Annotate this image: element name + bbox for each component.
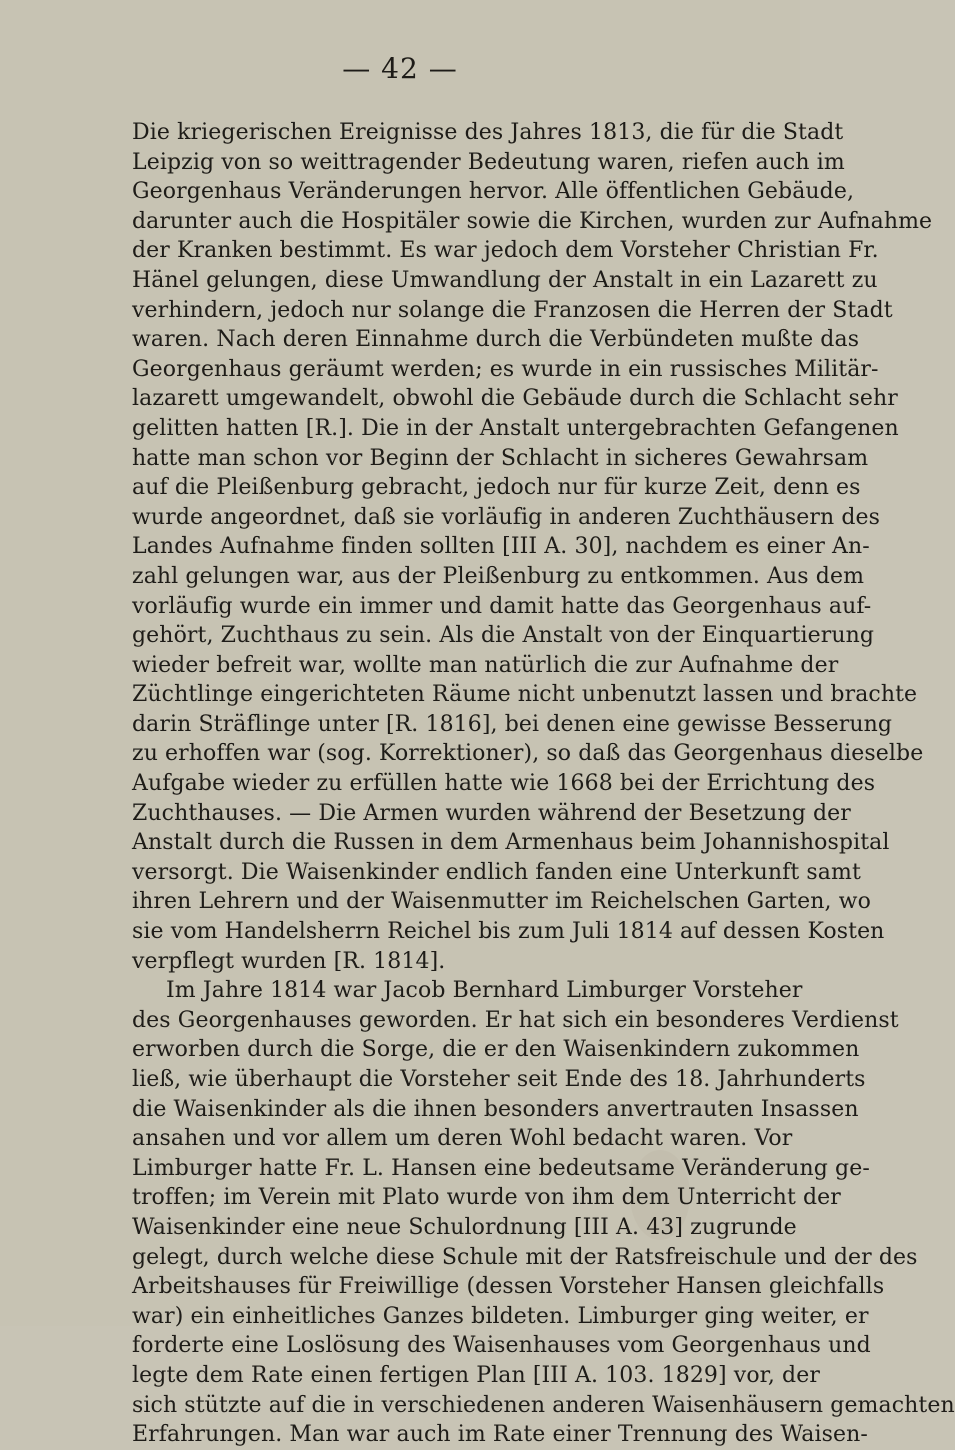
text-line: vorläufig wurde ein immer und damit hatte das Georgenhaus auf- bbox=[132, 593, 872, 619]
page-number: — 42 — bbox=[342, 52, 458, 85]
text-line: verhindern, jedoch nur solange die Franzosen die Herren der Stadt bbox=[132, 297, 893, 323]
text-line: waren. Nach deren Einnahme durch die Verbündeten mußte das bbox=[132, 327, 860, 353]
text-line: versorgt. Die Waisenkinder endlich fanden eine Unterkunft samt bbox=[132, 859, 861, 885]
text-line: des Georgenhauses geworden. Er hat sich ein besonderes Verdienst bbox=[132, 1007, 899, 1033]
text-line: darin Sträflinge unter [R. 1816], bei denen eine gewisse Besserung bbox=[132, 711, 893, 737]
text-line: forderte eine Loslösung des Waisenhauses vom Georgenhaus und bbox=[132, 1333, 871, 1359]
text-line: Aufgabe wieder zu erfüllen hatte wie 1668 bei der Errichtung des bbox=[132, 771, 876, 797]
text-line: legte dem Rate einen fertigen Plan [III A. 103. 1829] vor, der bbox=[132, 1362, 820, 1388]
text-line: gehört, Zuchthaus zu sein. Als die Anstalt von der Einquartierung bbox=[132, 623, 875, 649]
text-line: Im Jahre 1814 war Jacob Bernhard Limburger Vorsteher bbox=[166, 978, 803, 1004]
text-line: sie vom Handelsherrn Reichel bis zum Juli 1814 auf dessen Kosten bbox=[132, 919, 885, 945]
text-line: Limburger hatte Fr. L. Hansen eine bedeutsame Veränderung ge- bbox=[132, 1155, 870, 1181]
text-line: Züchtlinge eingerichteten Räume nicht unbenutzt lassen und brachte bbox=[132, 682, 918, 708]
text-line: Landes Aufnahme finden sollten [III A. 30], nachdem es einer An- bbox=[132, 534, 870, 560]
paragraph bbox=[132, 118, 933, 976]
text-line: hatte man schon vor Beginn der Schlacht in sicheres Gewahrsam bbox=[132, 445, 869, 471]
text-line: zu erhoffen war (sog. Korrektioner), so daß das Georgenhaus dieselbe bbox=[132, 741, 924, 767]
text-line: Georgenhaus Veränderungen hervor. Alle öffentlichen Gebäude, bbox=[132, 179, 855, 205]
text-line: Georgenhaus geräumt werden; es wurde in ein russisches Militär- bbox=[132, 356, 879, 382]
paragraph bbox=[132, 976, 955, 1450]
text-line: gelitten hatten [R.]. Die in der Anstalt untergebrachten Gefangenen bbox=[132, 415, 899, 441]
text-line: Waisenkinder eine neue Schulordnung [III A. 43] zugrunde bbox=[132, 1214, 797, 1240]
text-line: Die kriegerischen Ereignisse des Jahres 1813, die für die Stadt bbox=[132, 120, 844, 145]
text-line: ihren Lehrern und der Waisenmutter im Reichelschen Garten, wo bbox=[132, 889, 871, 915]
body-text bbox=[132, 118, 955, 1450]
text-line: Hänel gelungen, diese Umwandlung der Anstalt in ein Lazarett zu bbox=[132, 267, 878, 293]
text-line: wieder befreit war, wollte man natürlich die zur Aufnahme der bbox=[132, 652, 839, 678]
text-line: auf die Pleißenburg gebracht, jedoch nur für kurze Zeit, denn es bbox=[132, 475, 861, 501]
text-line: gelegt, durch welche diese Schule mit der Ratsfreischule und der des bbox=[132, 1244, 918, 1270]
text-line: der Kranken bestimmt. Es war jedoch dem Vorsteher Christian Fr. bbox=[132, 238, 879, 264]
text-line: troffen; im Verein mit Plato wurde von ihm dem Unterricht der bbox=[132, 1185, 841, 1211]
text-line: Anstalt durch die Russen in dem Armenhaus beim Johannishospital bbox=[132, 830, 890, 856]
text-line: Zuchthauses. — Die Armen wurden während der Besetzung der bbox=[132, 800, 851, 826]
text-line: ließ, wie überhaupt die Vorsteher seit Ende des 18. Jahrhunderts bbox=[132, 1067, 866, 1092]
text-line: die Waisenkinder als die ihnen besonders anvertrauten Insassen bbox=[132, 1096, 859, 1122]
text-line: wurde angeordnet, daß sie vorläufig in anderen Zuchthäusern des bbox=[132, 504, 881, 530]
text-line: Leipzig von so weittragender Bedeutung waren, riefen auch im bbox=[132, 149, 845, 175]
text-line: Erfahrungen. Man war auch im Rate einer Trennung des Waisen- bbox=[132, 1422, 868, 1448]
text-line: Arbeitshauses für Freiwillige (dessen Vorsteher Hansen gleichfalls bbox=[132, 1274, 885, 1300]
text-line: erworben durch die Sorge, die er den Waisenkindern zukommen bbox=[132, 1037, 860, 1063]
text-line: ansahen und vor allem um deren Wohl bedacht waren. Vor bbox=[132, 1126, 793, 1152]
text-line: sich stützte auf die in verschiedenen anderen Waisenhäusern gemachten bbox=[132, 1392, 955, 1418]
text-line: zahl gelungen war, aus der Pleißenburg zu entkommen. Aus dem bbox=[132, 563, 865, 589]
text-line: darunter auch die Hospitäler sowie die Kirchen, wurden zur Aufnahme bbox=[132, 208, 933, 234]
text-line: war) ein einheitliches Ganzes bildeten. Limburger ging weiter, er bbox=[132, 1303, 869, 1329]
text-line: lazarett umgewandelt, obwohl die Gebäude durch die Schlacht sehr bbox=[132, 386, 898, 412]
text-line: verpflegt wurden [R. 1814]. bbox=[132, 948, 446, 974]
